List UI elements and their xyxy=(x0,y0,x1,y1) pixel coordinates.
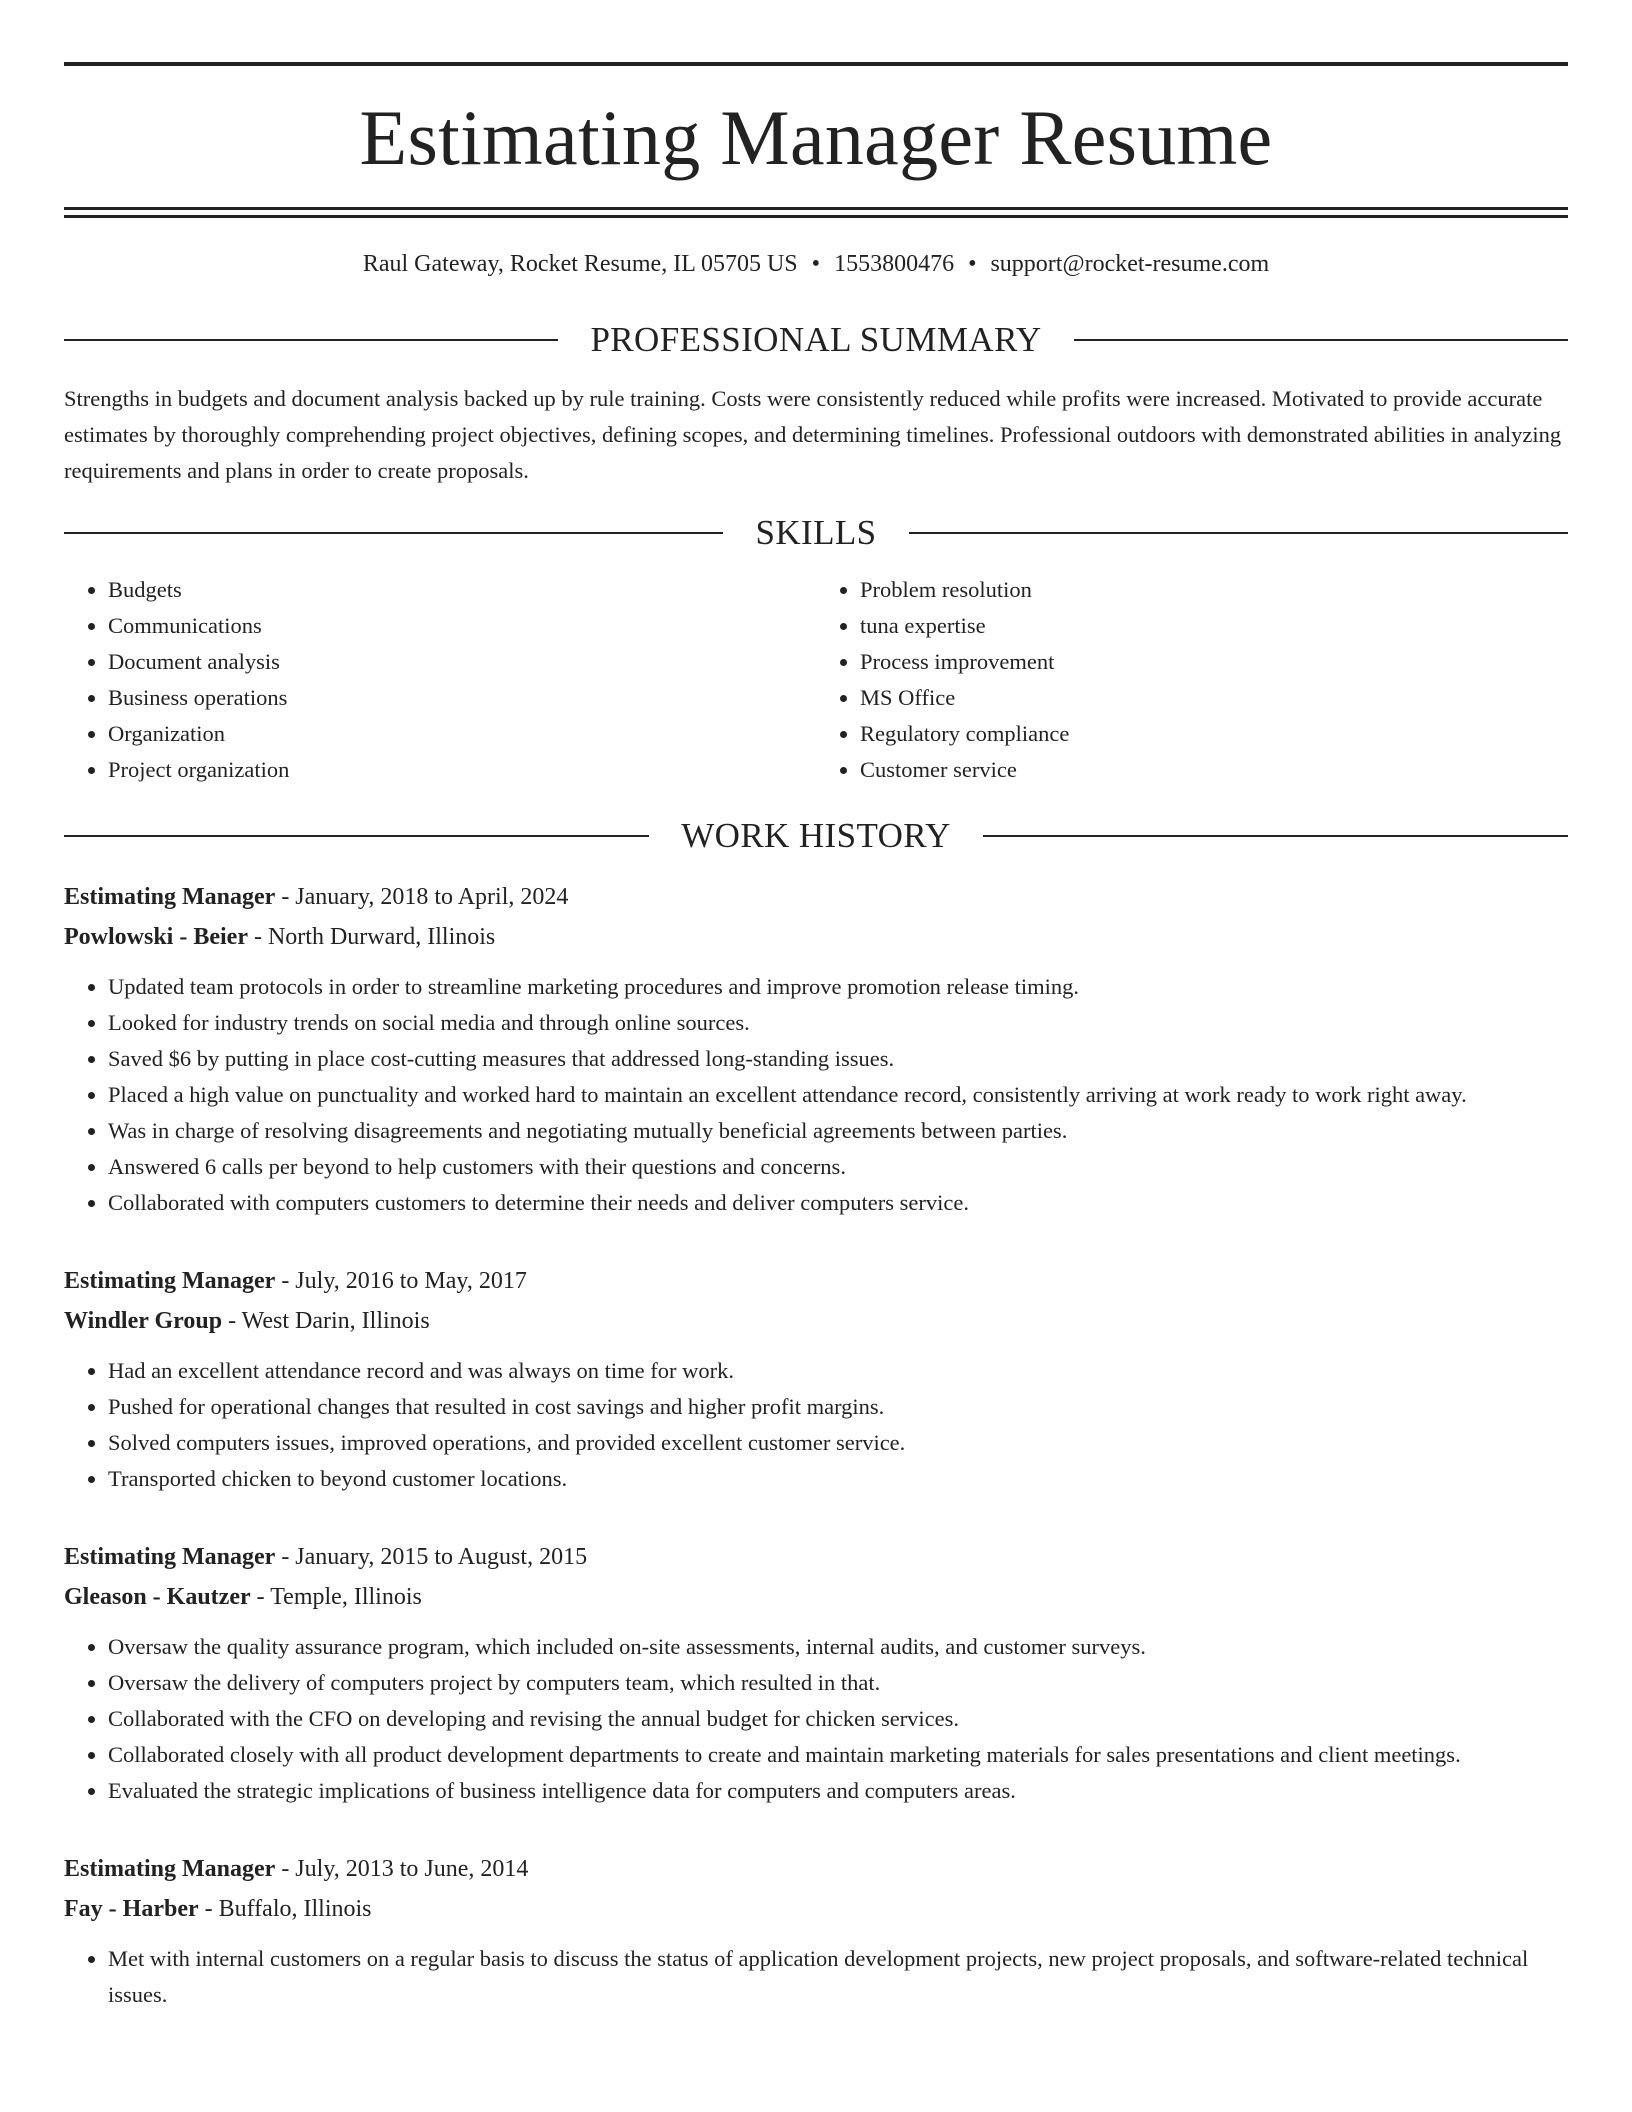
skill-item: • Document analysis xyxy=(108,644,816,680)
contact-separator: • xyxy=(968,251,977,277)
contact-line xyxy=(64,252,1568,276)
job-title: Estimating Manager xyxy=(64,884,276,910)
resume-title: Estimating Manager Resume xyxy=(359,94,1273,181)
job-bullet: • Answered 6 calls per beyond to help customers with their questions and concerns. xyxy=(108,1149,1568,1185)
job-title: Estimating Manager xyxy=(64,1544,276,1570)
skills-list-left xyxy=(64,572,816,788)
job-dates: - July, 2016 to May, 2017 xyxy=(275,1268,527,1294)
job-title: Estimating Manager xyxy=(64,1268,276,1294)
section-title-skills: SKILLS xyxy=(755,513,877,552)
skill-item: • Budgets xyxy=(108,572,816,608)
heading-rule-left xyxy=(64,835,649,837)
job-location: - West Darin, Illinois xyxy=(222,1308,430,1334)
heading-rule-right xyxy=(983,835,1568,837)
top-rule xyxy=(64,62,1568,66)
skill-item: • tuna expertise xyxy=(860,608,1568,644)
job-entry xyxy=(64,1261,1568,1497)
section-heading-summary xyxy=(64,322,1568,357)
job-company: Windler Group xyxy=(64,1308,223,1334)
skill-item: • Project organization xyxy=(108,752,816,788)
heading-rule-right xyxy=(909,532,1568,534)
job-bullet: • Was in charge of resolving disagreements and negotiating mutually beneficial agreements between parties. xyxy=(108,1113,1568,1149)
section-title-work: WORK HISTORY xyxy=(681,816,951,855)
job-bullet: • Looked for industry trends on social media and through online sources. xyxy=(108,1005,1568,1041)
contact-separator: • xyxy=(811,251,821,277)
skill-item: • Communications xyxy=(108,608,816,644)
job-bullets xyxy=(64,969,1568,1221)
job-bullet: • Had an excellent attendance record and was always on time for work. xyxy=(108,1353,1568,1389)
section-title-summary: PROFESSIONAL SUMMARY xyxy=(590,320,1042,359)
job-entry xyxy=(64,1849,1568,2013)
job-bullet: • Saved $6 by putting in place cost-cutting measures that addressed long-standing issues. xyxy=(108,1041,1568,1077)
job-company-line xyxy=(64,1577,1568,1617)
job-title: Estimating Manager xyxy=(64,1856,276,1882)
job-dates: - January, 2015 to August, 2015 xyxy=(275,1544,588,1570)
heading-rule-left xyxy=(64,339,558,341)
job-bullet: • Oversaw the delivery of computers project by computers team, which resulted in that. xyxy=(108,1665,1568,1701)
job-location: - North Durward, Illinois xyxy=(247,924,496,950)
job-bullet: • Evaluated the strategic implications of business intelligence data for computers and computers areas. xyxy=(108,1773,1568,1809)
skills-list-right xyxy=(816,572,1568,788)
job-bullet: • Transported chicken to beyond customer locations. xyxy=(108,1461,1568,1497)
skill-item: • Customer service xyxy=(860,752,1568,788)
job-company-line xyxy=(64,1889,1568,1929)
job-company: Gleason - Kautzer xyxy=(64,1584,251,1610)
job-bullets xyxy=(64,1353,1568,1497)
skill-item: • Organization xyxy=(108,716,816,752)
skill-item: • Business operations xyxy=(108,680,816,716)
section-heading-skills xyxy=(64,515,1568,550)
job-company-line xyxy=(64,1301,1568,1341)
job-title-line xyxy=(64,1537,1568,1577)
skill-item: • Problem resolution xyxy=(860,572,1568,608)
summary-text: Strengths in budgets and document analysis backed up by rule training. Costs were consistently reduced while profits were increased. Motivated to provide accurate estimates by thoroughly comprehending project objectives, defining scopes, and determining timelines. Professional outdoors with demonstrated abilities in analyzing requirements and plans in order to create proposals. xyxy=(64,386,1562,483)
job-bullet: • Collaborated closely with all product development departments to create and maintain marketing materials for sales presentations and client meetings. xyxy=(108,1737,1568,1773)
job-dates: - July, 2013 to June, 2014 xyxy=(275,1856,529,1882)
job-title-line xyxy=(64,877,1568,917)
work-history-list xyxy=(64,877,1568,2013)
job-company: Fay - Harber xyxy=(64,1896,199,1922)
job-bullet: • Pushed for operational changes that resulted in cost savings and higher profit margins. xyxy=(108,1389,1568,1425)
job-location: - Temple, Illinois xyxy=(250,1584,422,1610)
job-bullet: • Updated team protocols in order to streamline marketing procedures and improve promotion release timing. xyxy=(108,969,1568,1005)
job-bullets xyxy=(64,1941,1568,2013)
skills-columns xyxy=(64,572,1568,788)
job-company-line xyxy=(64,917,1568,957)
contact-phone: 1553800476 xyxy=(834,251,955,277)
job-location: - Buffalo, Illinois xyxy=(198,1896,372,1922)
skill-item: • MS Office xyxy=(860,680,1568,716)
job-bullet: • Solved computers issues, improved operations, and provided excellent customer service. xyxy=(108,1425,1568,1461)
job-title-line xyxy=(64,1261,1568,1301)
job-dates: - January, 2018 to April, 2024 xyxy=(275,884,569,910)
job-entry xyxy=(64,1537,1568,1809)
contact-address: Raul Gateway, Rocket Resume, IL 05705 US xyxy=(362,251,798,277)
section-heading-work xyxy=(64,818,1568,853)
job-entry xyxy=(64,877,1568,1221)
skill-item: • Regulatory compliance xyxy=(860,716,1568,752)
job-bullet: • Collaborated with computers customers to determine their needs and deliver computers service. xyxy=(108,1185,1568,1221)
job-bullet: • Collaborated with the CFO on developing and revising the annual budget for chicken services. xyxy=(108,1701,1568,1737)
heading-rule-left xyxy=(64,532,723,534)
job-bullet: • Oversaw the quality assurance program, which included on-site assessments, internal audits, and customer surveys. xyxy=(108,1629,1568,1665)
job-bullet: • Met with internal customers on a regular basis to discuss the status of application development projects, new project proposals, and software-related technical issues. xyxy=(108,1941,1568,2013)
job-bullet: • Placed a high value on punctuality and worked hard to maintain an excellent attendance record, consistently arriving at work ready to work right away. xyxy=(108,1077,1568,1113)
job-title-line xyxy=(64,1849,1568,1889)
contact-email: support@rocket-resume.com xyxy=(990,251,1270,277)
job-bullets xyxy=(64,1629,1568,1809)
skill-item: • Process improvement xyxy=(860,644,1568,680)
heading-rule-right xyxy=(1074,339,1568,341)
title-double-rule xyxy=(64,207,1568,218)
job-company: Powlowski - Beier xyxy=(64,924,248,950)
